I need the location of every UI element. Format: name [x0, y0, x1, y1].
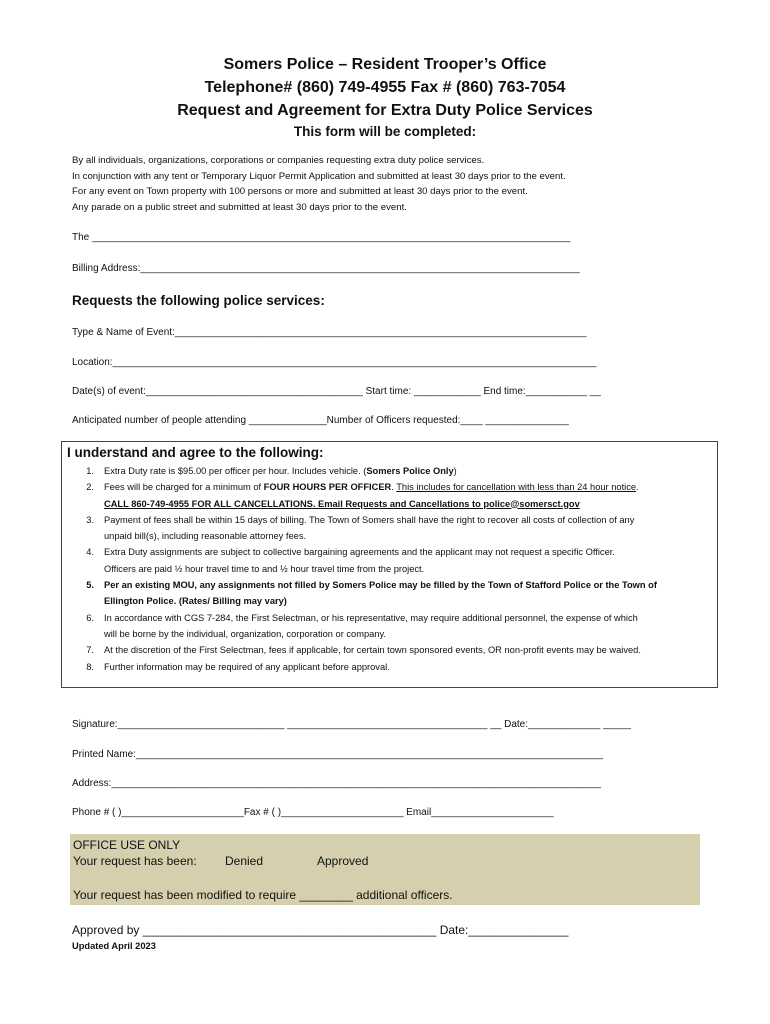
intro-line: In conjunction with any tent or Temporary Liquor Permit Application and submitted at least 30 days prior to the event. — [72, 170, 566, 182]
office-use-heading: OFFICE USE ONLY — [73, 838, 181, 852]
updated-date: Updated April 2023 — [72, 941, 156, 951]
agreement-item — [62, 479, 719, 512]
billing-address-field[interactable]: Billing Address:_______________________________________________________________________________ — [72, 263, 580, 274]
item-text: Per an existing MOU, any assignments not filled by Somers Police may be filled by the Town of Stafford Police or the Town of — [104, 580, 657, 591]
phone-fax-email-field[interactable]: Phone # ( )______________________Fax # ( )______________________ Email______________________ — [72, 807, 554, 818]
item-number: 3. — [86, 514, 94, 525]
item-text: . — [636, 482, 639, 493]
form-title: Request and Agreement for Extra Duty Police Services — [177, 102, 593, 119]
printed-name-field[interactable]: Printed Name:____________________________________________________________________________________ — [72, 749, 604, 760]
item-number: 5. — [86, 580, 94, 591]
item-text: Extra Duty rate is $95.00 per officer per hour. Includes vehicle. ( — [104, 466, 367, 476]
item-text: will be borne by the individual, organization, corporation or company. — [104, 628, 386, 639]
agreement-item — [62, 463, 719, 479]
item-number: 1. — [86, 466, 94, 476]
item-underlined-text: This includes for cancellation with less than 24 hour notice — [396, 482, 637, 493]
event-type-field[interactable]: Type & Name of Event:__________________________________________________________________________ — [72, 327, 587, 338]
approved-option[interactable]: Approved — [317, 854, 369, 868]
agreement-item — [62, 512, 719, 545]
cancellation-contact[interactable]: CALL 860-749-4955 FOR ALL CANCELLATIONS. Email Requests and Cancellations to police@somersct.gov — [104, 498, 580, 509]
form-subtitle: This form will be completed: — [293, 124, 477, 139]
requester-name-field[interactable]: The ______________________________________________________________________________________ — [72, 232, 571, 243]
agreement-heading: I understand and agree to the following: — [67, 445, 324, 460]
intro-line: For any event on Town property with 100 persons or more and submitted at least 30 days prior to the event. — [72, 186, 528, 197]
item-bold-text: FOUR HOURS PER OFFICER — [263, 482, 392, 493]
event-dates-field[interactable]: Date(s) of event:_______________________________________ Start time: ____________ End time:___________ __ — [72, 386, 601, 397]
item-number: 4. — [86, 547, 94, 558]
item-text: At the discretion of the First Selectman, fees if applicable, for certain town sponsored events, OR non-profit events may be waived. — [104, 645, 641, 656]
item-text: ) — [453, 466, 457, 476]
item-bold-text: Somers Police Only — [366, 466, 454, 476]
contact-numbers: Telephone# (860) 749-4955 Fax # (860) 763-7054 — [204, 79, 566, 96]
item-text: . — [391, 482, 397, 493]
agreement-box — [61, 441, 718, 688]
item-number: 8. — [86, 661, 94, 672]
agreement-list — [62, 463, 719, 675]
item-text: In accordance with CGS 7-284, the First Selectman, or his representative, may require additional personnel, the expense of which — [104, 612, 638, 623]
item-text: unpaid bill(s), including reasonable attorney fees. — [104, 531, 307, 542]
agreement-item — [62, 642, 719, 658]
intro-line: By all individuals, organizations, corporations or companies requesting extra duty police services. — [72, 155, 485, 166]
signature-field[interactable]: Signature:______________________________ ____________________________________ __ Date:_____________ _____ — [72, 719, 631, 730]
item-text: Fees will be charged for a minimum of — [104, 482, 264, 493]
item-number: 6. — [86, 612, 94, 623]
agreement-item — [62, 659, 719, 675]
item-number: 2. — [86, 482, 94, 493]
item-text: Payment of fees shall be within 15 days of billing. The Town of Somers shall have the right to recover all costs of collection of any — [104, 514, 635, 525]
item-number: 7. — [86, 645, 94, 656]
address-field[interactable]: Address:________________________________________________________________________________________ — [72, 778, 601, 789]
item-text: Further information may be required of any applicant before approval. — [104, 661, 390, 672]
office-title: Somers Police – Resident Trooper’s Office — [223, 56, 547, 73]
requests-heading: Requests the following police services: — [72, 293, 325, 308]
agreement-item — [62, 544, 719, 577]
office-use-box — [70, 834, 700, 905]
intro-conditions — [72, 153, 566, 215]
approved-by-field[interactable]: Approved by ____________________________________________ Date:_______________ — [72, 923, 569, 937]
request-status-label: Your request has been: — [73, 854, 197, 868]
agreement-item — [62, 610, 719, 643]
denied-option[interactable]: Denied — [225, 854, 264, 868]
modified-request-field[interactable]: Your request has been modified to require ________ additional officers. — [73, 888, 453, 902]
agreement-item — [62, 577, 719, 610]
item-text: Extra Duty assignments are subject to collective bargaining agreements and the applicant may not request a specific Officer. — [104, 547, 615, 558]
location-field[interactable]: Location:_______________________________________________________________________________________ — [72, 357, 597, 368]
attendance-field[interactable]: Anticipated number of people attending ______________Number of Officers requested:____ _______________ — [72, 415, 569, 426]
intro-line: Any parade on a public street and submitted at least 30 days prior to the event. — [72, 201, 407, 213]
item-text: Officers are paid ½ hour travel time to and ½ hour travel time from the project. — [104, 563, 425, 574]
item-text: Ellington Police. (Rates/ Billing may vary) — [104, 596, 287, 607]
